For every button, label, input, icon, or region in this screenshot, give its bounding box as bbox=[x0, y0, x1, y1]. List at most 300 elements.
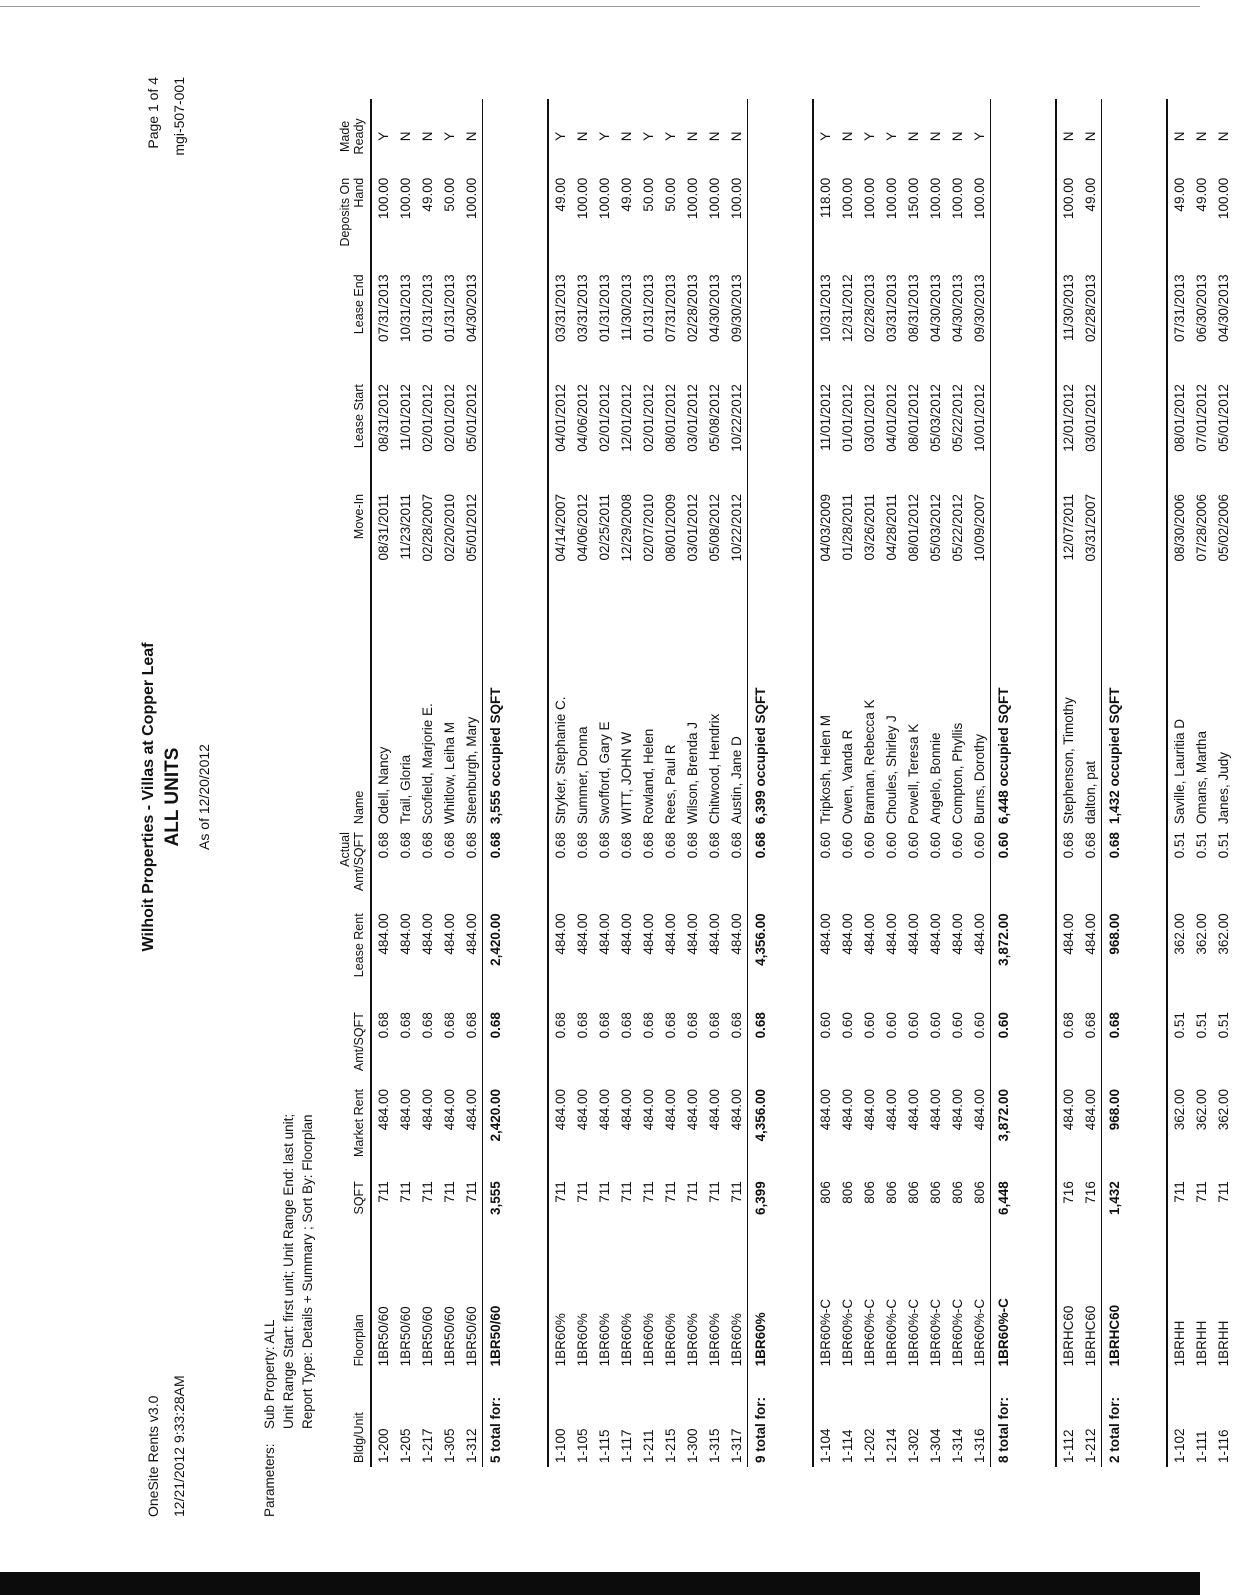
empty-cell bbox=[991, 490, 1016, 600]
floorplan-cell: 1BR50/60 bbox=[397, 1306, 413, 1367]
actual-amt-sqft-cell: 0.68 bbox=[684, 832, 700, 859]
amt-sqft-cell: 0.68 bbox=[463, 1012, 479, 1039]
unit-cell: 1-300 bbox=[684, 1428, 700, 1463]
unit-cell: 1-217 bbox=[419, 1428, 435, 1463]
table-row bbox=[902, 99, 924, 1467]
table-row bbox=[394, 99, 416, 1467]
table-row bbox=[1212, 99, 1234, 1467]
floorplan-cell: 1BR60% bbox=[618, 1313, 634, 1367]
empty-cell bbox=[1102, 380, 1127, 490]
rent-roll-page bbox=[100, 77, 1231, 1517]
group-separator bbox=[1015, 99, 1056, 1467]
lease-end-cell: 10/31/2013 bbox=[397, 274, 413, 342]
move-in-cell: 08/01/2012 bbox=[905, 493, 921, 562]
lease-start-cell: 02/01/2012 bbox=[441, 384, 457, 452]
amt-sqft-cell: 0.60 bbox=[927, 1012, 943, 1039]
total-actual-amt-sqft: 0.68 bbox=[483, 828, 508, 909]
deposit-cell: 100.00 bbox=[728, 177, 744, 220]
actual-amt-sqft-cell: 0.68 bbox=[640, 832, 656, 859]
actual-amt-sqft-cell: 0.60 bbox=[861, 832, 877, 859]
actual-amt-sqft-cell: 0.68 bbox=[618, 832, 634, 859]
col-market-rent: Market Rent bbox=[338, 1085, 371, 1177]
table-row bbox=[725, 99, 748, 1467]
made-ready-cell: N bbox=[684, 131, 700, 142]
move-in-cell: 08/30/2006 bbox=[1171, 493, 1187, 562]
made-ready-cell: N bbox=[1060, 131, 1076, 142]
unit-cell: 1-317 bbox=[728, 1428, 744, 1463]
deposit-cell: 100.00 bbox=[949, 177, 965, 220]
table-row bbox=[637, 99, 659, 1467]
floorplan-cell: 1BR50/60 bbox=[375, 1306, 391, 1367]
table-row bbox=[968, 99, 991, 1467]
lease-start-cell: 10/01/2012 bbox=[971, 384, 987, 452]
actual-amt-sqft-cell: 0.68 bbox=[463, 832, 479, 859]
resident-name-cell: Omans, Martha bbox=[1193, 731, 1209, 825]
lease-start-cell: 05/22/2012 bbox=[949, 384, 965, 452]
market-rent-cell: 362.00 bbox=[1171, 1088, 1187, 1131]
sqft-cell: 806 bbox=[861, 1181, 877, 1204]
separator-cell bbox=[772, 99, 813, 1467]
floorplan-cell: 1BR60% bbox=[684, 1313, 700, 1367]
lease-start-cell: 05/01/2012 bbox=[1215, 384, 1231, 452]
sqft-cell: 711 bbox=[375, 1181, 391, 1203]
floorplan-cell: 1BR60%-C bbox=[905, 1298, 921, 1367]
floorplan-cell: 1BR50/60 bbox=[419, 1306, 435, 1367]
amt-sqft-cell: 0.68 bbox=[1082, 1012, 1098, 1039]
total-actual-amt-sqft: 0.68 bbox=[1102, 828, 1127, 909]
resident-name-cell: Compton, Phyllis bbox=[949, 722, 965, 825]
lease-start-cell: 02/01/2012 bbox=[419, 384, 435, 452]
total-market-rent: 3,872.00 bbox=[991, 1085, 1016, 1177]
market-rent-cell: 484.00 bbox=[618, 1088, 634, 1131]
deposit-cell: 100.00 bbox=[574, 177, 590, 220]
made-ready-cell: Y bbox=[552, 131, 568, 141]
lease-rent-cell: 362.00 bbox=[1215, 913, 1231, 955]
unit-cell: 1-100 bbox=[552, 1428, 568, 1463]
move-in-cell: 11/23/2011 bbox=[397, 493, 413, 560]
resident-name-cell: Brannan, Rebecca K bbox=[861, 699, 877, 825]
company-name: Wilhoit Properties - Villas at Copper Leaf bbox=[140, 642, 157, 952]
col-lease-rent: Lease Rent bbox=[338, 909, 371, 1008]
empty-cell bbox=[991, 174, 1016, 271]
lease-end-cell: 01/31/2013 bbox=[596, 274, 612, 342]
actual-amt-sqft-cell: 0.68 bbox=[397, 832, 413, 859]
resident-name-cell: Trail, Gloria bbox=[397, 754, 413, 825]
made-ready-cell: N bbox=[949, 131, 965, 142]
resident-name-cell: Owen, Vanda R bbox=[839, 729, 855, 825]
amt-sqft-cell: 0.60 bbox=[905, 1012, 921, 1039]
amt-sqft-cell: 0.68 bbox=[684, 1012, 700, 1039]
empty-cell bbox=[1102, 99, 1127, 174]
amt-sqft-cell: 0.68 bbox=[419, 1012, 435, 1039]
floorplan-cell: 1BR60% bbox=[706, 1313, 722, 1367]
lease-end-cell: 11/30/2013 bbox=[1060, 274, 1076, 341]
total-amt-sqft: 0.68 bbox=[748, 1008, 773, 1085]
col-floorplan: Floorplan bbox=[338, 1252, 371, 1371]
group-total-row bbox=[748, 99, 773, 1467]
lease-rent-cell: 484.00 bbox=[1082, 913, 1098, 955]
lease-rent-cell: 484.00 bbox=[662, 913, 678, 955]
lease-end-cell: 07/31/2013 bbox=[1171, 274, 1187, 342]
empty-cell bbox=[483, 99, 508, 174]
report-id: mgi-507-001 bbox=[171, 77, 187, 156]
actual-amt-sqft-cell: 0.68 bbox=[552, 832, 568, 859]
unit-cell: 1-316 bbox=[971, 1428, 987, 1463]
amt-sqft-cell: 0.68 bbox=[728, 1012, 744, 1039]
floorplan-cell: 1BRHH bbox=[1215, 1320, 1231, 1367]
lease-end-cell: 04/30/2013 bbox=[1215, 274, 1231, 342]
total-label: 9 total for: bbox=[748, 1370, 773, 1467]
total-occupied-sqft: 6,399 occupied SQFT bbox=[748, 600, 773, 828]
amt-sqft-cell: 0.60 bbox=[861, 1012, 877, 1039]
empty-cell bbox=[748, 174, 773, 271]
report-meta-right bbox=[140, 77, 192, 156]
group-total-row bbox=[483, 99, 508, 1467]
lease-start-cell: 03/01/2012 bbox=[861, 384, 877, 452]
table-row bbox=[1167, 99, 1190, 1467]
group-total-row bbox=[1102, 99, 1127, 1467]
lease-end-cell: 11/30/2013 bbox=[618, 274, 634, 341]
unit-cell: 1-114 bbox=[839, 1429, 855, 1463]
resident-name-cell: Swofford, Gary E bbox=[596, 721, 612, 825]
lease-rent-cell: 484.00 bbox=[927, 913, 943, 955]
param-unit-range: Unit Range Start: first unit; Unit Range End: last unit; bbox=[281, 1113, 296, 1429]
unit-cell: 1-116 bbox=[1215, 1429, 1231, 1463]
lease-rent-cell: 484.00 bbox=[640, 913, 656, 955]
unit-cell: 1-315 bbox=[706, 1428, 722, 1463]
table-row bbox=[924, 99, 946, 1467]
lease-end-cell: 04/30/2013 bbox=[706, 274, 722, 342]
deposit-cell: 100.00 bbox=[971, 177, 987, 220]
resident-name-cell: Wilson, Brenda J bbox=[684, 722, 700, 825]
move-in-cell: 05/02/2006 bbox=[1215, 493, 1231, 562]
market-rent-cell: 484.00 bbox=[883, 1088, 899, 1131]
made-ready-cell: N bbox=[618, 131, 634, 142]
deposit-cell: 100.00 bbox=[375, 177, 391, 220]
amt-sqft-cell: 0.68 bbox=[640, 1012, 656, 1039]
total-label: 5 total for: bbox=[483, 1370, 508, 1467]
market-rent-cell: 484.00 bbox=[375, 1088, 391, 1131]
table-row bbox=[593, 99, 615, 1467]
move-in-cell: 04/14/2007 bbox=[552, 493, 568, 562]
lease-start-cell: 02/01/2012 bbox=[640, 384, 656, 452]
total-floorplan: 1BR60%-C bbox=[991, 1252, 1016, 1371]
floorplan-cell: 1BR60% bbox=[596, 1313, 612, 1367]
total-label: 8 total for: bbox=[991, 1370, 1016, 1467]
lease-end-cell: 12/31/2012 bbox=[839, 274, 855, 342]
made-ready-cell: N bbox=[706, 131, 722, 142]
lease-rent-cell: 484.00 bbox=[1060, 913, 1076, 955]
lease-start-cell: 05/03/2012 bbox=[927, 384, 943, 452]
unit-cell: 1-211 bbox=[640, 1429, 656, 1463]
lease-rent-cell: 484.00 bbox=[552, 913, 568, 955]
table-row bbox=[703, 99, 725, 1467]
floorplan-cell: 1BR60% bbox=[640, 1313, 656, 1367]
actual-amt-sqft-cell: 0.68 bbox=[706, 832, 722, 859]
actual-amt-sqft-cell: 0.68 bbox=[1082, 832, 1098, 859]
made-ready-cell: N bbox=[1215, 131, 1231, 142]
lease-start-cell: 04/01/2012 bbox=[552, 384, 568, 452]
lease-start-cell: 05/01/2012 bbox=[463, 384, 479, 452]
move-in-cell: 05/03/2012 bbox=[927, 493, 943, 562]
unit-cell: 1-111 bbox=[1193, 1430, 1209, 1463]
sqft-cell: 806 bbox=[927, 1181, 943, 1204]
resident-name-cell: WITT, JOHN W bbox=[618, 731, 634, 825]
resident-name-cell: Steenburgh, Mary bbox=[463, 716, 479, 825]
lease-end-cell: 07/31/2013 bbox=[375, 274, 391, 342]
resident-name-cell: Summer, Donna bbox=[574, 726, 590, 825]
actual-amt-sqft-cell: 0.60 bbox=[839, 832, 855, 859]
deposit-cell: 100.00 bbox=[706, 177, 722, 220]
unit-cell: 1-115 bbox=[596, 1429, 612, 1463]
total-lease-rent: 968.00 bbox=[1102, 909, 1127, 1008]
unit-cell: 1-104 bbox=[817, 1428, 833, 1463]
amt-sqft-cell: 0.68 bbox=[596, 1012, 612, 1039]
floorplan-cell: 1BRHC60 bbox=[1060, 1305, 1076, 1367]
total-market-rent: 968.00 bbox=[1102, 1085, 1127, 1177]
lease-end-cell: 01/31/2013 bbox=[640, 274, 656, 342]
table-row bbox=[813, 99, 836, 1467]
market-rent-cell: 484.00 bbox=[927, 1088, 943, 1131]
col-lease-end: Lease End bbox=[338, 270, 371, 380]
table-row bbox=[946, 99, 968, 1467]
lease-rent-cell: 484.00 bbox=[971, 913, 987, 955]
floorplan-cell: 1BR60%-C bbox=[927, 1298, 943, 1367]
actual-amt-sqft-cell: 0.60 bbox=[817, 832, 833, 859]
lease-end-cell: 06/30/2013 bbox=[1193, 274, 1209, 342]
floorplan-cell: 1BRHH bbox=[1193, 1320, 1209, 1367]
market-rent-cell: 362.00 bbox=[1215, 1088, 1231, 1131]
market-rent-cell: 484.00 bbox=[441, 1088, 457, 1131]
table-row bbox=[460, 99, 483, 1467]
col-name: Name bbox=[338, 600, 371, 828]
col-sqft: SQFT bbox=[338, 1177, 371, 1252]
empty-cell bbox=[991, 99, 1016, 174]
sqft-cell: 806 bbox=[883, 1181, 899, 1204]
empty-cell bbox=[1102, 270, 1127, 380]
amt-sqft-cell: 0.68 bbox=[397, 1012, 413, 1039]
sqft-cell: 716 bbox=[1060, 1181, 1076, 1204]
group-separator bbox=[507, 99, 548, 1467]
move-in-cell: 04/06/2012 bbox=[574, 493, 590, 562]
deposit-cell: 50.00 bbox=[640, 177, 656, 212]
report-heading bbox=[140, 77, 212, 1517]
deposit-cell: 100.00 bbox=[463, 177, 479, 220]
made-ready-cell: Y bbox=[861, 131, 877, 141]
col-deposits: Deposits On Hand bbox=[338, 174, 371, 271]
col-amt-sqft: Amt/SQFT bbox=[338, 1008, 371, 1085]
page-number: Page 1 of 4 bbox=[145, 77, 161, 149]
lease-rent-cell: 484.00 bbox=[883, 913, 899, 955]
lease-rent-cell: 362.00 bbox=[1171, 913, 1187, 955]
market-rent-cell: 484.00 bbox=[971, 1088, 987, 1131]
deposit-cell: 100.00 bbox=[883, 177, 899, 220]
total-floorplan: 1BR60% bbox=[748, 1252, 773, 1371]
resident-name-cell: Angelo, Bonnie bbox=[927, 732, 943, 825]
total-market-rent: 4,356.00 bbox=[748, 1085, 773, 1177]
lease-rent-cell: 484.00 bbox=[684, 913, 700, 955]
actual-amt-sqft-cell: 0.60 bbox=[883, 832, 899, 859]
unit-cell: 1-304 bbox=[927, 1428, 943, 1463]
made-ready-cell: N bbox=[839, 131, 855, 142]
total-floorplan: 1BRHC60 bbox=[1102, 1252, 1127, 1371]
lease-start-cell: 05/08/2012 bbox=[706, 384, 722, 452]
table-row bbox=[858, 99, 880, 1467]
lease-start-cell: 08/01/2012 bbox=[662, 384, 678, 452]
move-in-cell: 04/03/2009 bbox=[817, 493, 833, 562]
total-label: 2 total for: bbox=[1102, 1370, 1127, 1467]
amt-sqft-cell: 0.60 bbox=[817, 1012, 833, 1039]
lease-rent-cell: 484.00 bbox=[463, 913, 479, 955]
deposit-cell: 100.00 bbox=[1060, 177, 1076, 220]
total-floorplan: 1BR50/60 bbox=[483, 1252, 508, 1371]
unit-cell: 1-117 bbox=[618, 1429, 634, 1463]
lease-end-cell: 04/30/2013 bbox=[949, 274, 965, 342]
lease-start-cell: 07/01/2012 bbox=[1193, 384, 1209, 452]
move-in-cell: 05/01/2012 bbox=[463, 493, 479, 562]
sqft-cell: 711 bbox=[574, 1181, 590, 1203]
move-in-cell: 03/26/2011 bbox=[861, 493, 877, 561]
lease-start-cell: 08/01/2012 bbox=[905, 384, 921, 452]
floorplan-cell: 1BR60%-C bbox=[817, 1298, 833, 1367]
actual-amt-sqft-cell: 0.60 bbox=[949, 832, 965, 859]
move-in-cell: 08/01/2009 bbox=[662, 493, 678, 562]
resident-name-cell: Rees, Paul R bbox=[662, 744, 678, 825]
sqft-cell: 711 bbox=[1193, 1181, 1209, 1203]
deposit-cell: 118.00 bbox=[817, 177, 833, 219]
amt-sqft-cell: 0.60 bbox=[971, 1012, 987, 1039]
actual-amt-sqft-cell: 0.68 bbox=[574, 832, 590, 859]
scan-edge-line bbox=[0, 6, 1200, 7]
resident-name-cell: Stryker, Stephanie C. bbox=[552, 696, 568, 825]
market-rent-cell: 484.00 bbox=[706, 1088, 722, 1131]
actual-amt-sqft-cell: 0.68 bbox=[728, 832, 744, 859]
sqft-cell: 711 bbox=[640, 1181, 656, 1203]
empty-cell bbox=[1102, 490, 1127, 600]
total-amt-sqft: 0.68 bbox=[1102, 1008, 1127, 1085]
units-table-body bbox=[371, 99, 1234, 1467]
separator-cell bbox=[507, 99, 548, 1467]
sqft-cell: 711 bbox=[618, 1181, 634, 1203]
lease-end-cell: 04/30/2013 bbox=[463, 274, 479, 342]
amt-sqft-cell: 0.51 bbox=[1171, 1012, 1187, 1039]
market-rent-cell: 484.00 bbox=[949, 1088, 965, 1131]
report-title: ALL UNITS bbox=[162, 747, 183, 847]
lease-rent-cell: 484.00 bbox=[706, 913, 722, 955]
made-ready-cell: N bbox=[574, 131, 590, 142]
amt-sqft-cell: 0.60 bbox=[839, 1012, 855, 1039]
floorplan-cell: 1BR60%-C bbox=[839, 1298, 855, 1367]
table-row bbox=[615, 99, 637, 1467]
lease-start-cell: 12/01/2012 bbox=[618, 384, 634, 452]
amt-sqft-cell: 0.68 bbox=[441, 1012, 457, 1039]
empty-cell bbox=[748, 490, 773, 600]
unit-cell: 1-112 bbox=[1060, 1429, 1076, 1463]
empty-cell bbox=[483, 174, 508, 271]
sqft-cell: 711 bbox=[463, 1181, 479, 1203]
move-in-cell: 02/07/2010 bbox=[640, 493, 656, 562]
sqft-cell: 806 bbox=[817, 1181, 833, 1204]
resident-name-cell: Powell, Teresa K bbox=[905, 723, 921, 825]
table-row bbox=[681, 99, 703, 1467]
lease-end-cell: 10/31/2013 bbox=[817, 274, 833, 342]
lease-end-cell: 02/28/2013 bbox=[684, 274, 700, 342]
made-ready-cell: N bbox=[1171, 131, 1187, 142]
made-ready-cell: Y bbox=[971, 131, 987, 141]
market-rent-cell: 362.00 bbox=[1193, 1088, 1209, 1131]
table-row bbox=[416, 99, 438, 1467]
amt-sqft-cell: 0.51 bbox=[1215, 1012, 1231, 1039]
resident-name-cell: Choules, Shirley J bbox=[883, 715, 899, 825]
lease-rent-cell: 362.00 bbox=[1193, 913, 1209, 955]
deposit-cell: 150.00 bbox=[905, 177, 921, 220]
resident-name-cell: Scofield, Marjorie E. bbox=[419, 703, 435, 825]
sqft-cell: 711 bbox=[662, 1181, 678, 1203]
lease-start-cell: 10/22/2012 bbox=[728, 384, 744, 452]
made-ready-cell: Y bbox=[817, 131, 833, 141]
sqft-cell: 711 bbox=[397, 1181, 413, 1203]
actual-amt-sqft-cell: 0.51 bbox=[1215, 832, 1231, 859]
deposit-cell: 49.00 bbox=[618, 177, 634, 212]
resident-name-cell: Saville, Lauritia D bbox=[1171, 719, 1187, 825]
col-actual-amt-sqft: Actual Amt/SQFT bbox=[338, 828, 371, 909]
empty-cell bbox=[483, 490, 508, 600]
empty-cell bbox=[748, 380, 773, 490]
market-rent-cell: 484.00 bbox=[397, 1088, 413, 1131]
lease-rent-cell: 484.00 bbox=[839, 913, 855, 955]
sqft-cell: 711 bbox=[728, 1181, 744, 1203]
market-rent-cell: 484.00 bbox=[640, 1088, 656, 1131]
lease-end-cell: 01/31/2013 bbox=[441, 274, 457, 342]
unit-cell: 1-214 bbox=[883, 1428, 899, 1463]
move-in-cell: 02/28/2007 bbox=[419, 493, 435, 562]
lease-rent-cell: 484.00 bbox=[397, 913, 413, 955]
move-in-cell: 03/31/2007 bbox=[1082, 493, 1098, 562]
actual-amt-sqft-cell: 0.68 bbox=[375, 832, 391, 859]
move-in-cell: 03/01/2012 bbox=[684, 493, 700, 562]
system-name: OneSite Rents v3.0 bbox=[145, 1395, 161, 1517]
move-in-cell: 01/28/2011 bbox=[839, 493, 855, 561]
unit-cell: 1-312 bbox=[463, 1428, 479, 1463]
lease-end-cell: 01/31/2013 bbox=[419, 274, 435, 342]
amt-sqft-cell: 0.68 bbox=[375, 1012, 391, 1039]
sqft-cell: 711 bbox=[441, 1181, 457, 1203]
floorplan-cell: 1BR60% bbox=[662, 1313, 678, 1367]
made-ready-cell: Y bbox=[441, 131, 457, 141]
made-ready-cell: Y bbox=[596, 131, 612, 141]
sqft-cell: 711 bbox=[596, 1181, 612, 1203]
resident-name-cell: Burns, Dorothy bbox=[971, 734, 987, 825]
lease-rent-cell: 484.00 bbox=[817, 913, 833, 955]
actual-amt-sqft-cell: 0.60 bbox=[905, 832, 921, 859]
lease-end-cell: 02/28/2013 bbox=[1082, 274, 1098, 342]
unit-cell: 1-200 bbox=[375, 1428, 391, 1463]
made-ready-cell: N bbox=[927, 131, 943, 142]
market-rent-cell: 484.00 bbox=[905, 1088, 921, 1131]
deposit-cell: 50.00 bbox=[441, 177, 457, 212]
lease-start-cell: 11/01/2012 bbox=[397, 384, 413, 451]
market-rent-cell: 484.00 bbox=[861, 1088, 877, 1131]
market-rent-cell: 484.00 bbox=[728, 1088, 744, 1131]
as-of-date: As of 12/20/2012 bbox=[196, 744, 212, 850]
separator-cell bbox=[1015, 99, 1056, 1467]
deposit-cell: 100.00 bbox=[861, 177, 877, 220]
floorplan-cell: 1BRHH bbox=[1171, 1320, 1187, 1367]
lease-end-cell: 02/28/2013 bbox=[861, 274, 877, 342]
made-ready-cell: N bbox=[397, 131, 413, 142]
print-timestamp: 12/21/2012 9:33:28AM bbox=[171, 1375, 187, 1517]
unit-cell: 1-202 bbox=[861, 1428, 877, 1463]
